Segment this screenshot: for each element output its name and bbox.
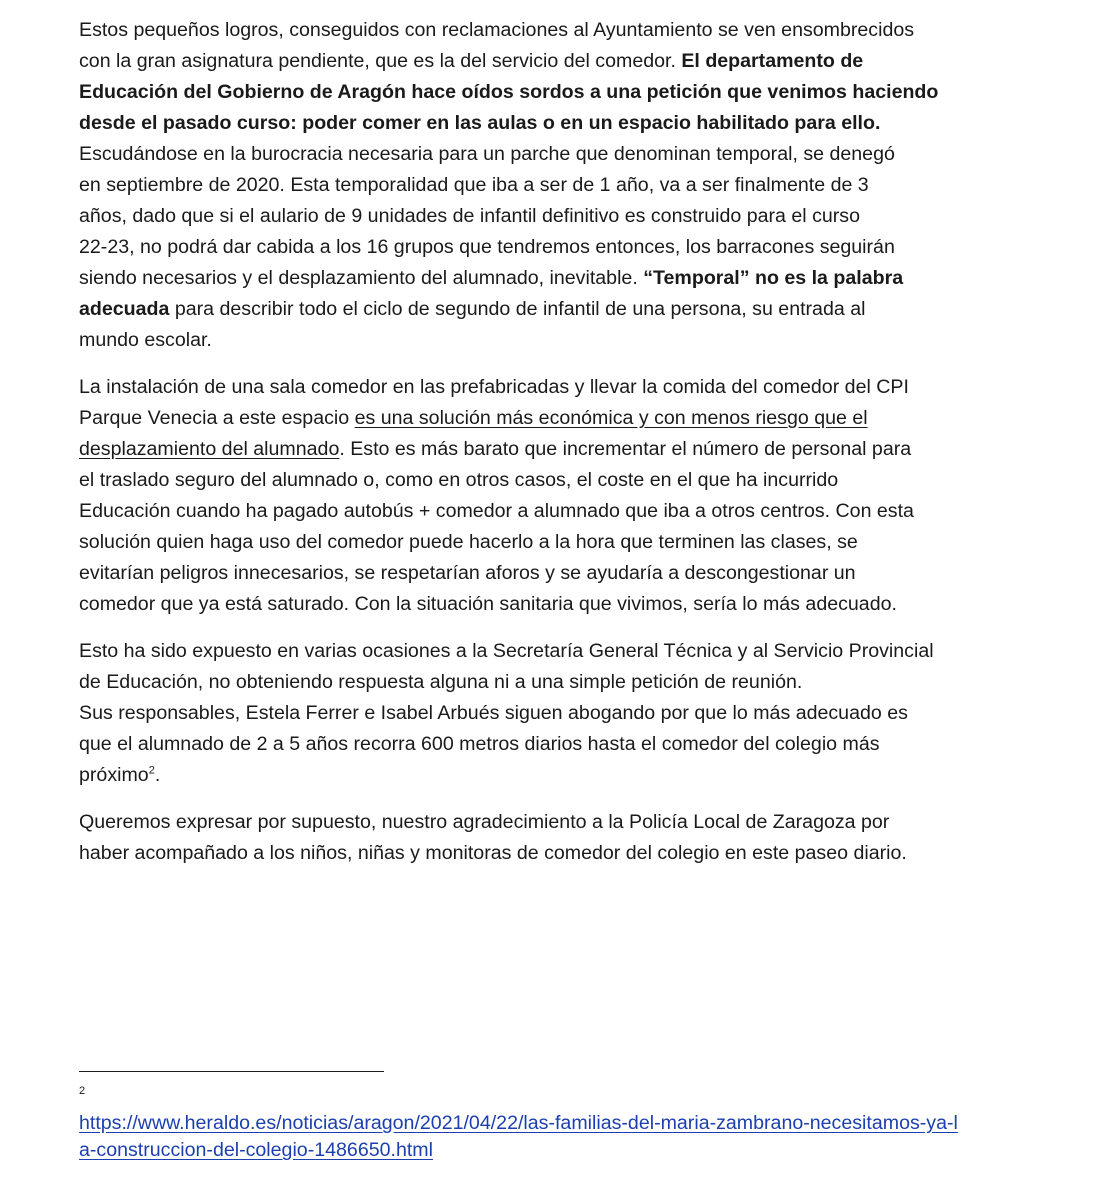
text-line: Estos pequeños logros, conseguidos con reclamaciones al Ayuntamiento se ven ensombrecidos <box>79 19 915 41</box>
text-line: La instalación de una sala comedor en las prefabricadas y llevar la comida del comedor del CPI <box>79 376 909 398</box>
paragraph-4 <box>79 807 983 869</box>
paragraph-2 <box>79 372 983 620</box>
underlined-text: desplazamiento del alumnado <box>79 438 340 460</box>
bold-text: El departamento de <box>681 50 864 72</box>
text-line: mundo escolar. <box>79 329 212 351</box>
footnote-marker: 2 <box>79 1085 86 1097</box>
text-line: solución quien haga uso del comedor puede hacerlo a la hora que terminen las clases, se <box>79 531 858 553</box>
bold-text: adecuada <box>79 298 170 320</box>
paragraph-1 <box>79 15 983 356</box>
footnote-link-line[interactable]: a-construccion-del-colegio-1486650.html <box>79 1139 433 1161</box>
underlined-text: es una solución más económica y con menos riesgo que el <box>354 407 868 429</box>
text-line: desplazamiento del alumnado. Esto es más barato que incrementar el número de personal para <box>79 438 912 460</box>
text-line: Parque Venecia a este espacio es una solución más económica y con menos riesgo que el <box>79 407 868 429</box>
bold-text: “Temporal” no es la palabra <box>643 267 904 289</box>
document-body <box>79 15 983 885</box>
text-line: Sus responsables, Estela Ferrer e Isabel Arbués siguen abogando por que lo más adecuado es <box>79 702 908 724</box>
bold-text-line: Educación del Gobierno de Aragón hace oídos sordos a una petición que venimos haciendo <box>79 81 939 103</box>
text-line: evitarían peligros innecesarios, se respetarían aforos y se ayudaría a descongestionar un <box>79 562 856 584</box>
text-line: años, dado que si el aulario de 9 unidades de infantil definitivo es construido para el curso <box>79 205 860 227</box>
bold-text-line: desde el pasado curso: poder comer en las aulas o en un espacio habilitado para ello. <box>79 112 881 134</box>
text-line: Escudándose en la burocracia necesaria para un parche que denominan temporal, se denegó <box>79 143 895 165</box>
text-line: Educación cuando ha pagado autobús + comedor a alumnado que iba a otros centros. Con esta <box>79 500 914 522</box>
text-line: 22-23, no podrá dar cabida a los 16 grupos que tendremos entonces, los barracones seguirán <box>79 236 895 258</box>
text-line: Esto ha sido expuesto en varias ocasiones a la Secretaría General Técnica y al Servicio Provincial <box>79 640 934 662</box>
text-line: adecuada para describir todo el ciclo de segundo de infantil de una persona, su entrada al <box>79 298 866 320</box>
footnote-divider <box>79 1071 384 1072</box>
text-line: próximo$^2$. <box>79 764 161 786</box>
text-line: Queremos expresar por supuesto, nuestro agradecimiento a la Policía Local de Zaragoza por <box>79 811 890 833</box>
footnote-link[interactable] <box>79 1110 983 1164</box>
text-line: haber acompañado a los niños, niñas y monitoras de comedor del colegio en este paseo diario. <box>79 842 907 864</box>
footnote-reference[interactable]: 2 <box>148 764 155 777</box>
text-line: en septiembre de 2020. Esta temporalidad que iba a ser de 1 año, va a ser finalmente de 3 <box>79 174 869 196</box>
footnote-link-line[interactable]: https://www.heraldo.es/noticias/aragon/2021/04/22/las-familias-del-maria-zambrano-necesitamos-ya-l <box>79 1112 958 1134</box>
text-line: el traslado seguro del alumnado o, como en otros casos, el coste en el que ha incurrido <box>79 469 839 491</box>
text-line: de Educación, no obteniendo respuesta alguna ni a una simple petición de reunión. <box>79 671 803 693</box>
text-line: siendo necesarios y el desplazamiento del alumnado, inevitable. “Temporal” no es la palabra <box>79 267 904 289</box>
paragraph-3 <box>79 636 983 791</box>
text-line: con la gran asignatura pendiente, que es la del servicio del comedor. El departamento de <box>79 50 864 72</box>
text-line: que el alumnado de 2 a 5 años recorra 600 metros diarios hasta el comedor del colegio más <box>79 733 880 755</box>
text-line: comedor que ya está saturado. Con la situación sanitaria que vivimos, sería lo más adecuado. <box>79 593 897 615</box>
